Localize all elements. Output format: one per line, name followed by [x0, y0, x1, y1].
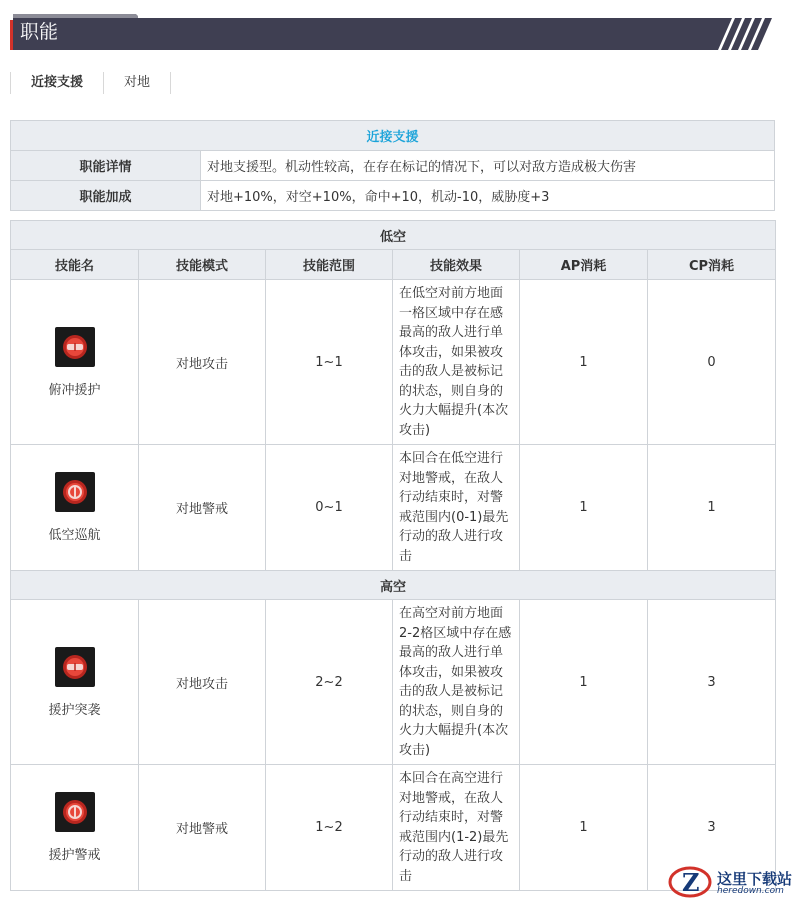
tab-close-support[interactable]: 近接支援: [10, 72, 103, 94]
skill-mode: 对地攻击: [139, 280, 266, 445]
skill-range: 0~1: [266, 445, 393, 571]
ap-cost: 1: [520, 445, 648, 571]
col-header-skill-range: 技能范围: [266, 250, 393, 280]
table-row: [11, 280, 776, 445]
skill-mode: 对地攻击: [139, 600, 266, 765]
strike-icon: [55, 647, 95, 687]
skill-effect: 本回合在低空进行对地警戒，在敌人行动结束时，对警戒范围内(0-1)最先行动的敌人进行攻击: [393, 445, 520, 571]
col-header-skill-mode: 技能模式: [139, 250, 266, 280]
table-row: [11, 600, 776, 765]
watermark-title: 这里下载站: [717, 870, 793, 888]
strike-icon: [55, 327, 95, 367]
watermark-logo-icon: [664, 864, 714, 900]
role-bonus-value: 对地+10%，对空+10%，命中+10，机动-10，威胁度+3: [201, 181, 775, 211]
skill-effect: 本回合在高空进行对地警戒，在敌人行动结束时，对警戒范围内(1-2)最先行动的敌人进行攻击: [393, 765, 520, 891]
skill-name-cell: [11, 600, 139, 765]
role-detail-value: 对地支援型。机动性较高，在存在标记的情况下，可以对敌方造成极大伤害: [201, 151, 775, 181]
skills-table: [10, 220, 776, 891]
skill-name: 低空巡航: [48, 528, 101, 543]
skill-name-cell: [11, 765, 139, 891]
skill-range: 1~1: [266, 280, 393, 445]
role-caption: 近接支援: [11, 121, 775, 151]
svg-text:Z: Z: [682, 868, 700, 897]
site-watermark: [664, 864, 796, 900]
banner-shape: [10, 14, 778, 50]
role-bonus-label: 职能加成: [11, 181, 201, 211]
skill-mode: 对地警戒: [139, 765, 266, 891]
ap-cost: 1: [520, 600, 648, 765]
col-header-cp-cost: CP消耗: [648, 250, 776, 280]
col-header-skill-name: 技能名: [11, 250, 139, 280]
ap-cost: 1: [520, 280, 648, 445]
tab-ground[interactable]: 对地: [103, 72, 171, 94]
skill-mode: 对地警戒: [139, 445, 266, 571]
skill-effect: 在低空对前方地面一格区域中存在感最高的敌人进行单体攻击，如果被攻击的敌人是被标记的状态，则自身的火力大幅提升(本次攻击): [393, 280, 520, 445]
page-title: 职能: [20, 21, 59, 43]
role-info-table: [10, 120, 775, 211]
watermark-sub: heredown.com: [717, 886, 784, 896]
skill-effect: 在高空对前方地面2-2格区域中存在感最高的敌人进行单体攻击，如果被攻击的敌人是被标记的状态，则自身的火力大幅提升(本次攻击): [393, 600, 520, 765]
skill-name: 俯冲援护: [48, 382, 101, 398]
section-title-high: 高空: [11, 571, 776, 600]
skill-name-cell: [11, 280, 139, 445]
col-header-ap-cost: AP消耗: [520, 250, 648, 280]
tab-bar: [10, 72, 171, 94]
skill-name: 援护突袭: [48, 702, 101, 718]
cp-cost: 3: [648, 600, 776, 765]
alert-icon: [55, 792, 95, 832]
cp-cost: 1: [648, 445, 776, 571]
cp-cost: 3: [648, 765, 776, 891]
skill-range: 1~2: [266, 765, 393, 891]
section-title-low: 低空: [11, 221, 776, 250]
table-row: [11, 765, 776, 891]
cp-cost: 0: [648, 280, 776, 445]
ap-cost: 1: [520, 765, 648, 891]
alert-icon: [55, 472, 95, 512]
table-row: [11, 445, 776, 571]
skill-range: 2~2: [266, 600, 393, 765]
col-header-skill-effect: 技能效果: [393, 250, 520, 280]
section-banner: [10, 14, 778, 50]
skill-name: 援护警戒: [48, 848, 101, 863]
role-detail-label: 职能详情: [11, 151, 201, 181]
skill-name-cell: [11, 445, 139, 571]
